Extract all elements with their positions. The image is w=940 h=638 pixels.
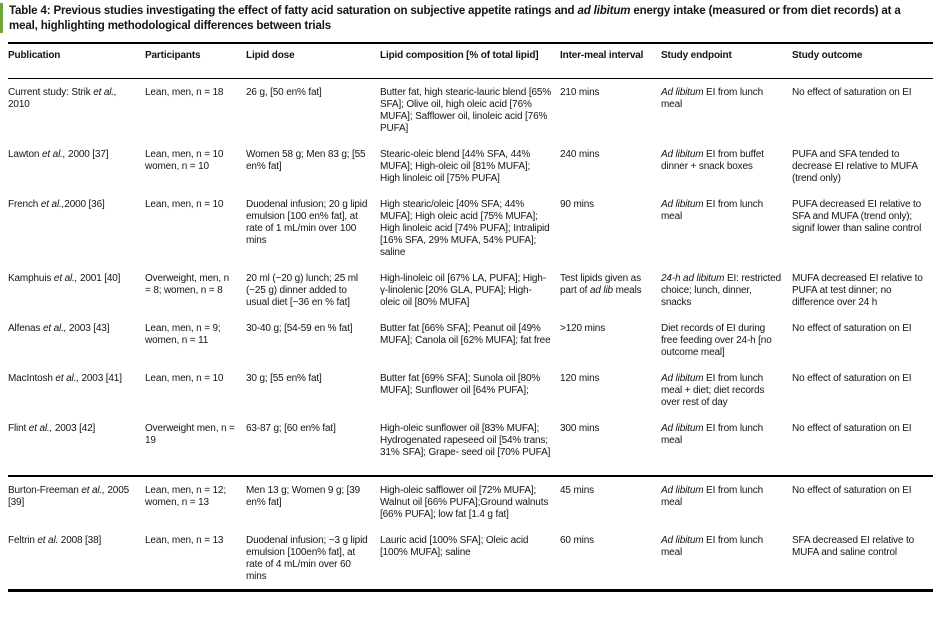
table-row bbox=[8, 476, 933, 527]
table-cell: Lean, men, n = 12; women, n = 13 bbox=[145, 476, 246, 527]
table-cell: Diet records of EI during free feeding over 24-h [no outcome meal] bbox=[661, 323, 772, 358]
table-cell: Ad libitum EI from lunch meal bbox=[661, 423, 764, 446]
table-cell: Duodenal infusion; ~3 g lipid emulsion [100en% fat], at rate of 4 mL/min over 60 mins bbox=[246, 535, 368, 582]
table-row bbox=[8, 141, 933, 191]
paper-table bbox=[8, 42, 933, 592]
table-cell: Butter fat, high stearic-lauric blend [65% SFA]; Olive oil, high oleic acid [76% MUFA]; Safflower oil, linoleic acid [76% PUFA] bbox=[380, 87, 552, 134]
table-cell: 30-40 g; [54-59 en % fat] bbox=[246, 323, 353, 334]
table-cell: French et al.,2000 [36] bbox=[8, 199, 105, 210]
table-body bbox=[8, 79, 933, 591]
table-row bbox=[8, 365, 933, 415]
table-cell: 45 mins bbox=[560, 476, 661, 527]
table-cell: Flint et al., 2003 [42] bbox=[8, 423, 96, 434]
table-cell: 60 mins bbox=[560, 535, 594, 546]
table-cell: Lean, men, n = 18 bbox=[145, 87, 224, 98]
table-cell: Alfenas et al., 2003 [43] bbox=[8, 323, 110, 334]
table-cell: 24-h ad libitum EI: restricted choice; lunch, dinner, snacks bbox=[661, 273, 782, 308]
table-row bbox=[8, 315, 933, 365]
table-cell: Ad libitum EI from lunch meal + diet; diet records over rest of day bbox=[661, 373, 765, 408]
table-cell: High-oleic safflower oil [72% MUFA]; Walnut oil [66% PUFA];Ground walnuts [66% PUFA]; low fat [1.4 g fat] bbox=[380, 476, 560, 527]
table-cell: Butter fat [66% SFA]; Peanut oil [49% MUFA]; Canola oil [62% MUFA]; fat free bbox=[380, 323, 551, 346]
table-cell: SFA decreased EI relative to MUFA and saline control bbox=[792, 535, 914, 558]
table-cell: Ad libitum EI from buffet dinner + snack boxes bbox=[661, 149, 764, 172]
table-cell: 120 mins bbox=[560, 373, 600, 384]
table-cell: Feltrin et al. 2008 [38] bbox=[8, 535, 102, 546]
table-cell: Men 13 g; Women 9 g; [39 en% fat] bbox=[246, 476, 380, 527]
column-header-participants: Participants bbox=[145, 43, 246, 79]
table-cell: High-oleic sunflower oil [83% MUFA]; Hydrogenated rapeseed oil [54% trans; 31% SFA]; Grape- seed oil [70% PUFA] bbox=[380, 423, 551, 458]
table-cell: 20 ml (~20 g) lunch; 25 ml (~25 g) dinner added to usual diet [~36 en % fat] bbox=[246, 273, 358, 308]
table-cell: Overweight, men, n = 8; women, n = 8 bbox=[145, 273, 230, 296]
column-header-publication: Publication bbox=[8, 43, 145, 79]
table-cell: High stearic/oleic [40% SFA; 44% MUFA]; High oleic acid [75% MUFA]; High linoleic acid [74% PUFA]; Intralipid [16% SFA, 29% MUFA, 54% PUFA]; saline bbox=[380, 199, 550, 258]
table-cell: Test lipids given as part of ad lib meals bbox=[560, 273, 642, 296]
table-header bbox=[8, 43, 933, 79]
table-cell: 240 mins bbox=[560, 149, 600, 160]
table-cell: Current study: Strik et al., 2010 bbox=[8, 87, 117, 110]
header-row bbox=[8, 43, 933, 79]
table-cell: Lean, men, n = 13 bbox=[145, 535, 224, 546]
table-cell: High-linoleic oil [67% LA, PUFA]; High-γ-linolenic [20% GLA, PUFA]; High-oleic oil [80% MUFA] bbox=[380, 273, 546, 308]
table-cell: Butter fat [69% SFA]; Sunola oil [80% MUFA]; Sunflower oil [64% PUFA]; bbox=[380, 373, 541, 396]
table-cell: No effect of saturation on EI bbox=[792, 423, 912, 434]
column-header-inter-meal-interval: Inter-meal interval bbox=[560, 43, 661, 79]
table-cell: Lean, men, n = 10 women, n = 10 bbox=[145, 149, 224, 172]
table-cell: Lawton et al., 2000 [37] bbox=[8, 149, 109, 160]
table-cell: MacIntosh et al., 2003 [41] bbox=[8, 373, 122, 384]
table-cell: MUFA decreased EI relative to PUFA at test dinner; no difference over 24 h bbox=[792, 273, 923, 308]
table-cell: Lean, men, n = 10 bbox=[145, 373, 224, 384]
table-cell: 26 g, [50 en% fat] bbox=[246, 87, 322, 98]
table-cell: Ad libitum EI from lunch meal bbox=[661, 476, 792, 527]
table-cell: Women 58 g; Men 83 g; [55 en% fat] bbox=[246, 149, 366, 172]
table-cell: 300 mins bbox=[560, 423, 600, 434]
column-header-study-endpoint: Study endpoint bbox=[661, 43, 792, 79]
table-cell: >120 mins bbox=[560, 323, 606, 334]
table-row bbox=[8, 79, 933, 142]
table-cell: No effect of saturation on EI bbox=[792, 476, 933, 527]
table-cell: Burton-Freeman et al., 2005 [39] bbox=[8, 476, 145, 527]
column-header-lipid-composition: Lipid composition [% of total lipid] bbox=[380, 43, 560, 79]
column-header-study-outcome: Study outcome bbox=[792, 43, 933, 79]
table-cell: 30 g; [55 en% fat] bbox=[246, 373, 322, 384]
table-cell: Ad libitum EI from lunch meal bbox=[661, 535, 764, 558]
table-row bbox=[8, 265, 933, 315]
table-cell: Lauric acid [100% SFA]; Oleic acid [100% MUFA]; saline bbox=[380, 535, 529, 558]
column-header-lipid-dose: Lipid dose bbox=[246, 43, 380, 79]
table-cell: No effect of saturation on EI bbox=[792, 373, 912, 384]
table-cell: Duodenal infusion; 20 g lipid emulsion [100 en% fat], at rate of 1 mL/min over 100 mins bbox=[246, 199, 368, 246]
table-cell: PUFA and SFA tended to decrease EI relative to MUFA (trend only) bbox=[792, 149, 918, 184]
accent-strip bbox=[0, 3, 3, 33]
table-cell: 63-87 g; [60 en% fat] bbox=[246, 423, 336, 434]
table-cell: Ad libitum EI from lunch meal bbox=[661, 87, 764, 110]
table-cell: Kamphuis et al., 2001 [40] bbox=[8, 273, 121, 284]
table-cell: No effect of saturation on EI bbox=[792, 87, 912, 98]
table-cell: No effect of saturation on EI bbox=[792, 323, 912, 334]
table-cell: Overweight men, n = 19 bbox=[145, 423, 235, 446]
table-cell: PUFA decreased EI relative to SFA and MUFA (trend only); signif lower than saline control bbox=[792, 199, 922, 234]
table-cell: Ad libitum EI from lunch meal bbox=[661, 199, 764, 222]
table-row bbox=[8, 191, 933, 265]
table-cell: Lean, men, n = 9; women, n = 11 bbox=[145, 323, 221, 346]
table-cell: 90 mins bbox=[560, 199, 594, 210]
table-title: Table 4: Previous studies investigating the effect of fatty acid saturation on subjective appetite ratings and ad libitum energy intake (measured or from diet records) at a meal, highlighting methodological differences between trials bbox=[9, 5, 901, 32]
table-cell: Lean, men, n = 10 bbox=[145, 199, 224, 210]
table-row bbox=[8, 415, 933, 476]
table-row bbox=[8, 527, 933, 591]
table-cell: Stearic-oleic blend [44% SFA, 44% MUFA]; High-oleic oil [81% MUFA]; High linoleic oil [75% PUFA] bbox=[380, 149, 531, 184]
table-cell: 210 mins bbox=[560, 87, 600, 98]
